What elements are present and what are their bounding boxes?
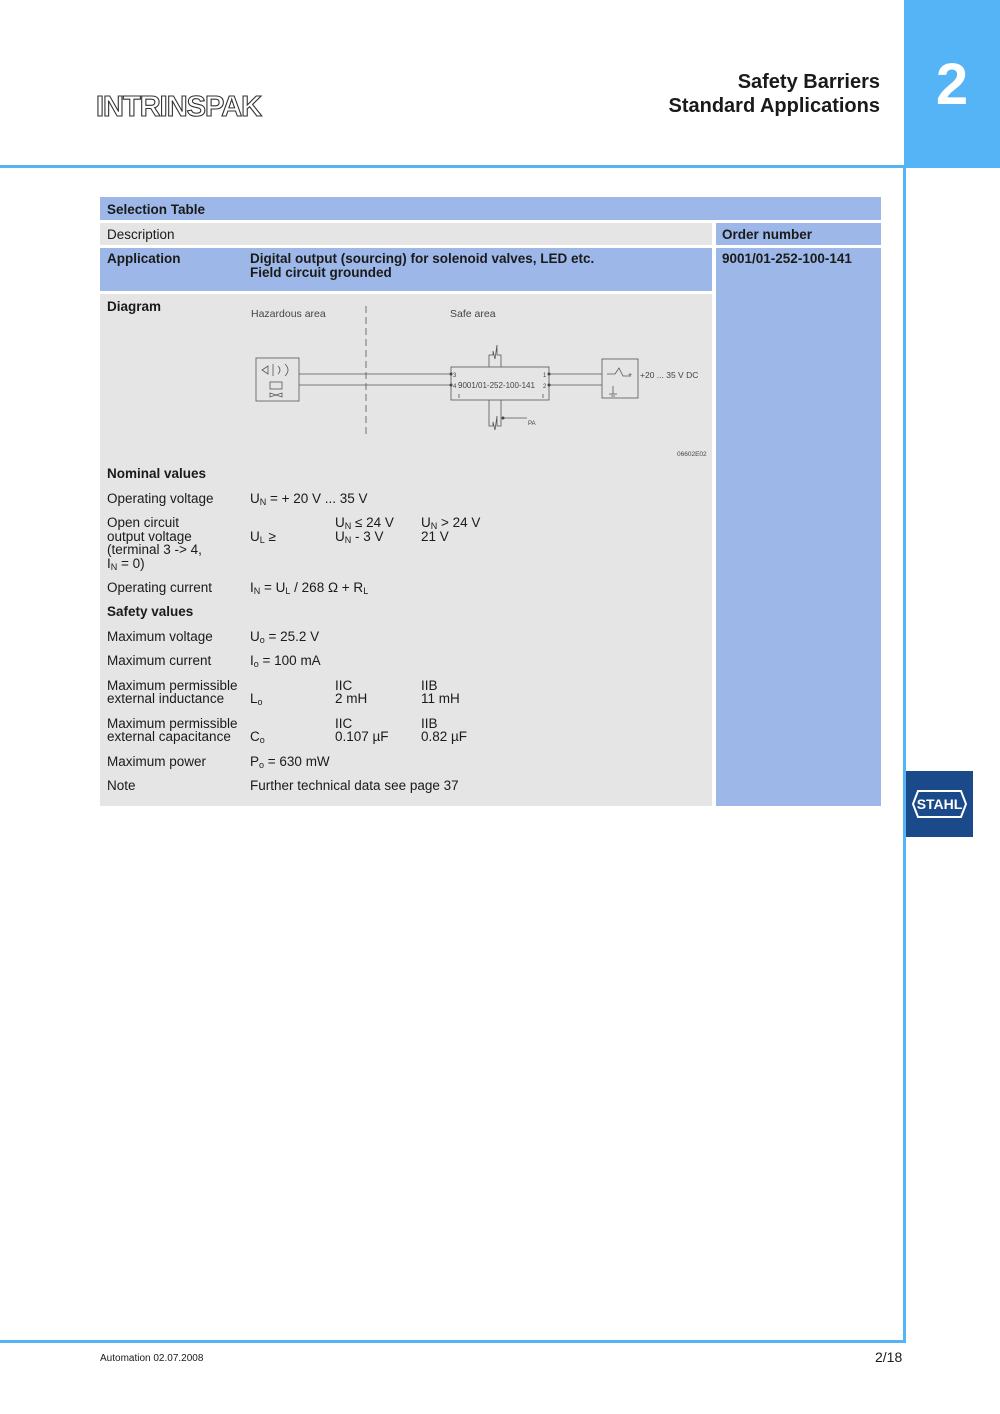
symbol: I	[250, 580, 254, 595]
intrinspak-logo	[96, 88, 262, 125]
symbol: P	[250, 754, 260, 769]
symbol: U	[335, 515, 345, 530]
value: = + 20 V ... 35 V	[266, 491, 368, 506]
open-circuit-label-3: (terminal 3 -> 4,	[107, 542, 202, 557]
subscript: o	[253, 659, 259, 669]
value: - 3 V	[351, 529, 384, 544]
capacitance-symbol	[250, 730, 265, 744]
open-circuit-col3-row1	[421, 516, 480, 530]
subscript: N	[344, 535, 352, 545]
terminal-3: 3	[453, 373, 457, 379]
subscript: N	[253, 586, 261, 596]
page-number: 2/18	[875, 1349, 903, 1365]
capacitance-iic-header: IIC	[335, 716, 353, 731]
capacitance-iib-header: IIB	[421, 716, 438, 731]
subscript: o	[259, 735, 265, 745]
inductance-iic-header: IIC	[335, 678, 353, 693]
note-label: Note	[107, 778, 136, 793]
order-number-label: Order number	[722, 227, 813, 242]
plus-sign: +	[628, 372, 633, 379]
drawing-code: 06602E02	[677, 451, 707, 458]
page-title	[668, 70, 880, 118]
open-circuit-col2-row2	[335, 530, 384, 544]
inductance-symbol	[250, 692, 263, 706]
capacitance-iic-value: 0.107 µF	[335, 729, 389, 744]
symbol: I	[250, 653, 254, 668]
logo-text: INTRINSPAK	[96, 91, 262, 123]
symbol: U	[335, 529, 345, 544]
symbol: U	[250, 629, 260, 644]
chapter-tab: 2	[904, 0, 1000, 168]
stahl-logo	[906, 771, 973, 837]
capacitance-label-1: Maximum permissible	[107, 716, 238, 731]
led-icon	[270, 382, 282, 389]
wiring-diagram	[245, 300, 711, 462]
max-current-label: Maximum current	[107, 653, 212, 668]
terminal-2: 2	[543, 384, 547, 390]
subscript: N	[110, 562, 118, 572]
hazardous-area-label: Hazardous area	[251, 308, 326, 320]
application-label: Application	[107, 251, 181, 266]
symbol: L	[250, 691, 258, 706]
inductance-label-2: external inductance	[107, 691, 225, 706]
open-circuit-label-2: output voltage	[107, 529, 192, 544]
value: > 24 V	[437, 515, 481, 530]
subscript: L	[285, 586, 291, 596]
subscript: L	[363, 586, 369, 596]
value: ≤ 24 V	[351, 515, 394, 530]
operating-current-label: Operating current	[107, 580, 213, 595]
max-current-value	[250, 654, 321, 668]
side-rule	[903, 165, 906, 1343]
terminal-4: 4	[453, 384, 457, 390]
supply-label: +20 ... 35 V DC	[640, 370, 699, 380]
operating-voltage-label: Operating voltage	[107, 491, 214, 506]
inductance-iib-value: 11 mH	[421, 691, 460, 706]
value-part: / 268 Ω + R	[290, 580, 364, 595]
open-circuit-label-1: Open circuit	[107, 515, 180, 530]
subscript: o	[257, 697, 263, 707]
terminal-1: 1	[543, 373, 547, 379]
operating-voltage-value	[250, 492, 368, 506]
symbol: I	[107, 556, 111, 571]
order-number-column	[716, 248, 881, 806]
subscript: N	[430, 521, 438, 531]
max-power-label: Maximum power	[107, 754, 207, 769]
application-line-2: Field circuit grounded	[250, 265, 392, 280]
symbol: U	[421, 515, 431, 530]
subscript: o	[259, 760, 265, 770]
inductance-label-1: Maximum permissible	[107, 678, 238, 693]
title-line-2: Standard Applications	[668, 95, 880, 117]
description-row	[100, 223, 712, 245]
open-circuit-symbol	[250, 530, 276, 544]
device-label: 9001/01-252-100-141	[458, 381, 535, 390]
relation: ≥	[264, 529, 276, 544]
value: = 0)	[117, 556, 145, 571]
max-voltage-value	[250, 630, 319, 644]
open-circuit-label-4	[107, 557, 145, 571]
nominal-values-heading: Nominal values	[107, 466, 207, 481]
operating-current-value	[250, 581, 368, 595]
application-line-1: Digital output (sourcing) for solenoid valves, LED etc.	[250, 251, 595, 266]
table-title: Selection Table	[107, 202, 206, 217]
subscript: N	[259, 497, 267, 507]
footer-date: Automation 02.07.2008	[100, 1353, 204, 1364]
title-line-1: Safety Barriers	[737, 71, 880, 93]
pa-label: PA	[528, 421, 536, 427]
safety-values-heading: Safety values	[107, 604, 194, 619]
subscript: L	[259, 535, 265, 545]
inductance-iib-header: IIB	[421, 678, 438, 693]
selection-table-header	[100, 197, 881, 220]
symbol: U	[250, 491, 260, 506]
header-rule	[0, 165, 906, 168]
value: = 100 mA	[258, 653, 321, 668]
diagram-label: Diagram	[107, 299, 162, 314]
max-power-value	[250, 755, 330, 769]
supply-switch-box	[602, 359, 638, 398]
symbol: C	[250, 729, 260, 744]
value: = 630 mW	[264, 754, 330, 769]
value-part: = U	[260, 580, 286, 595]
symbol: U	[250, 529, 260, 544]
open-circuit-col2-row1	[335, 516, 394, 530]
capacitance-iib-value: 0.82 µF	[421, 729, 468, 744]
description-label: Description	[107, 227, 175, 242]
footer-rule	[0, 1340, 906, 1343]
solenoid-icon	[262, 364, 288, 376]
stahl-logo-graphic	[906, 771, 973, 837]
order-number-value: 9001/01-252-100-141	[722, 251, 852, 266]
note-value: Further technical data see page 37	[250, 778, 459, 793]
inductance-iic-value: 2 mH	[335, 691, 368, 706]
stahl-text: STAHL	[916, 796, 963, 812]
open-circuit-col3-row2: 21 V	[421, 529, 449, 544]
intrinspak-logo-graphic	[96, 88, 262, 123]
capacitance-label-2: external capacitance	[107, 729, 231, 744]
max-voltage-label: Maximum voltage	[107, 629, 213, 644]
safe-area-label: Safe area	[450, 308, 496, 320]
subscript: o	[259, 635, 265, 645]
value: = 25.2 V	[264, 629, 320, 644]
subscript: N	[344, 521, 352, 531]
